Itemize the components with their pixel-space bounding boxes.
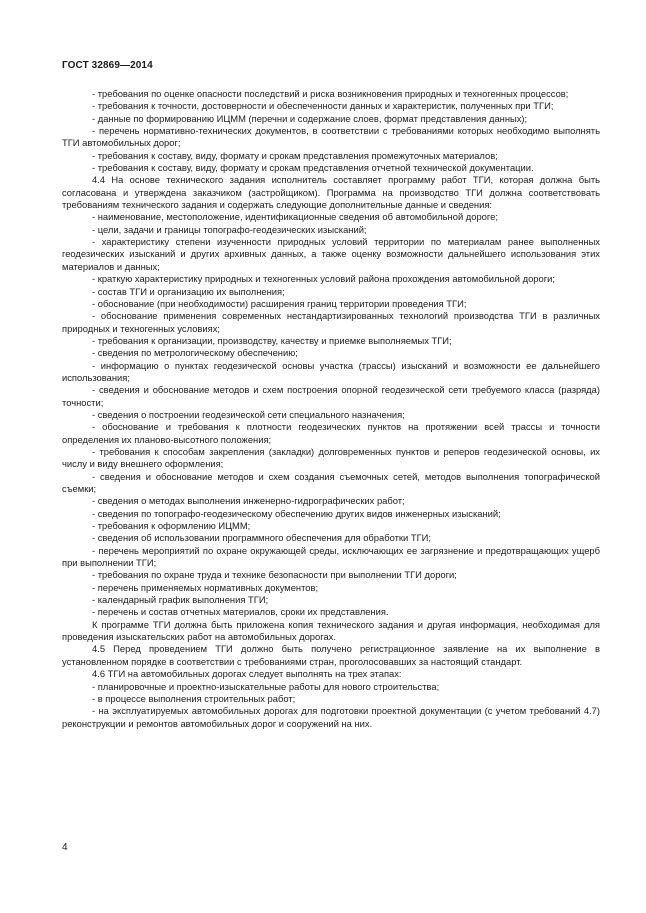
paragraph: - перечень мероприятий по охране окружающей среды, исключающих ее загрязнение и предотвращающих ущерб при выполнении ТГИ; (62, 544, 600, 569)
paragraph: 4.6 ТГИ на автомобильных дорогах следует выполнять на трех этапах: (92, 668, 402, 680)
paragraph: - на эксплуатируемых автомобильных дорогах для подготовки проектной документации (с учетом требований 4.7) реконструкции и ремонтов автомобильных дорог и сооружений на них. (62, 705, 600, 729)
page-number: 4 (62, 842, 68, 853)
paragraph: - обоснование применения современных нестандартизированных технологий производства ТГИ в различных природных и техногенных условиях; (62, 310, 600, 334)
document-body (62, 88, 600, 730)
paragraph: - цели, задачи и границы топографо-геодезических изысканий; (92, 223, 367, 235)
paragraph: - сведения об использовании программного обеспечения для обработки ТГИ; (92, 532, 431, 544)
paragraph: - требования по охране труда и технике безопасности при выполнении ТГИ дороги; (92, 569, 457, 581)
paragraph: - сведения о методах выполнения инженерно-гидрографических работ; (92, 495, 405, 507)
paragraph: - данные по формированию ИЦММ (перечни и содержание слоев, формат представления данных); (92, 112, 528, 124)
paragraph: - требования к точности, достоверности и обеспеченности данных и характеристик, полученных при ТГИ; (92, 100, 554, 112)
paragraph: К программе ТГИ должна быть приложена копия технического задания и другая информация, необходимая для проведения изыскательских работ на автомобильных дорогах. (62, 618, 600, 643)
paragraph: 4.5 Перед проведением ТГИ должно быть получено регистрационное заявление на их выполнение в установленном порядке в соответствии с требованиями стран, проголосовавших за настоящий стандарт. (62, 643, 600, 667)
paragraph: - состав ТГИ и организацию их выполнения; (92, 285, 285, 297)
paragraph: - сведения о построении геодезической сети специального назначения; (92, 408, 405, 420)
document-header: ГОСТ 32869—2014 (62, 60, 153, 71)
paragraph: - требования к способам закрепления (закладки) долговременных пунктов и реперов геодезической основы, их числу и виду внешнего оформления; (62, 445, 600, 470)
paragraph: - требования к организации, производству, качеству и приемке выполняемых ТГИ; (92, 334, 452, 346)
paragraph: - требования к составу, виду, формату и срокам представления отчетной технической документации. (92, 162, 534, 174)
paragraph: - в процессе выполнения строительных работ; (92, 692, 296, 704)
paragraph: - обоснование (при необходимости) расширения границ территории проведения ТГИ; (92, 297, 467, 309)
paragraph: - перечень нормативно-технических документов, в соответствии с требованиями которых необходимо выполнять ТГИ автомобильных дорог; (62, 125, 600, 149)
paragraph: - краткую характеристику природных и техногенных условий района прохождения автомобильной дороги; (92, 273, 555, 285)
paragraph: - перечень и состав отчетных материалов, сроки их представления. (92, 606, 389, 618)
paragraph: - требования к составу, виду, формату и срокам представления промежуточных материалов; (92, 149, 498, 161)
paragraph: - сведения и обоснование методов и схем создания съемочных сетей, методов выполнения топографической съемки; (62, 470, 600, 494)
paragraph: - характеристику степени изученности природных условий территории по материалам ранее выполненных геодезических изысканий и других архивных данных, а также оценку возможности дальнейшего использования этих материалов и данных; (62, 236, 600, 272)
paragraph: - перечень применяемых нормативных документов; (92, 581, 319, 593)
paragraph: - требования к оформлению ИЦММ; (92, 520, 251, 532)
paragraph: - сведения по метрологическому обеспечению; (92, 347, 298, 359)
paragraph: 4.4 На основе технического задания исполнитель составляет программу работ ТГИ, которая должна быть согласована и утверждена заказчиком (застройщиком). Программа на производство ТГИ должна соответствовать требованиям технического задания и содержать следующие дополнительные данные и сведения: (62, 174, 600, 211)
paragraph: - сведения и обоснование методов и схем построения опорной геодезической сети требуемого класса (разряда) точности; (62, 384, 600, 408)
paragraph: - планировочные и проектно-изыскательные работы для нового строительства; (92, 680, 440, 692)
paragraph: - обоснование и требования к плотности геодезических пунктов на протяжении всей трассы и точности определения их планово-высотного положения; (62, 421, 600, 445)
paragraph: - требования по оценке опасности последствий и риска возникновения природных и техногенных процессов; (92, 88, 569, 99)
paragraph: - наименование, местоположение, идентификационные сведения об автомобильной дороге; (92, 211, 498, 223)
paragraph: - сведения по топографо-геодезическому обеспечению других видов инженерных изысканий; (92, 507, 501, 519)
paragraph: - календарный график выполнения ТГИ; (92, 594, 269, 606)
paragraph: - информацию о пунктах геодезической основы участка (трассы) изысканий и возможности ее дальнейшего использования; (62, 359, 600, 383)
